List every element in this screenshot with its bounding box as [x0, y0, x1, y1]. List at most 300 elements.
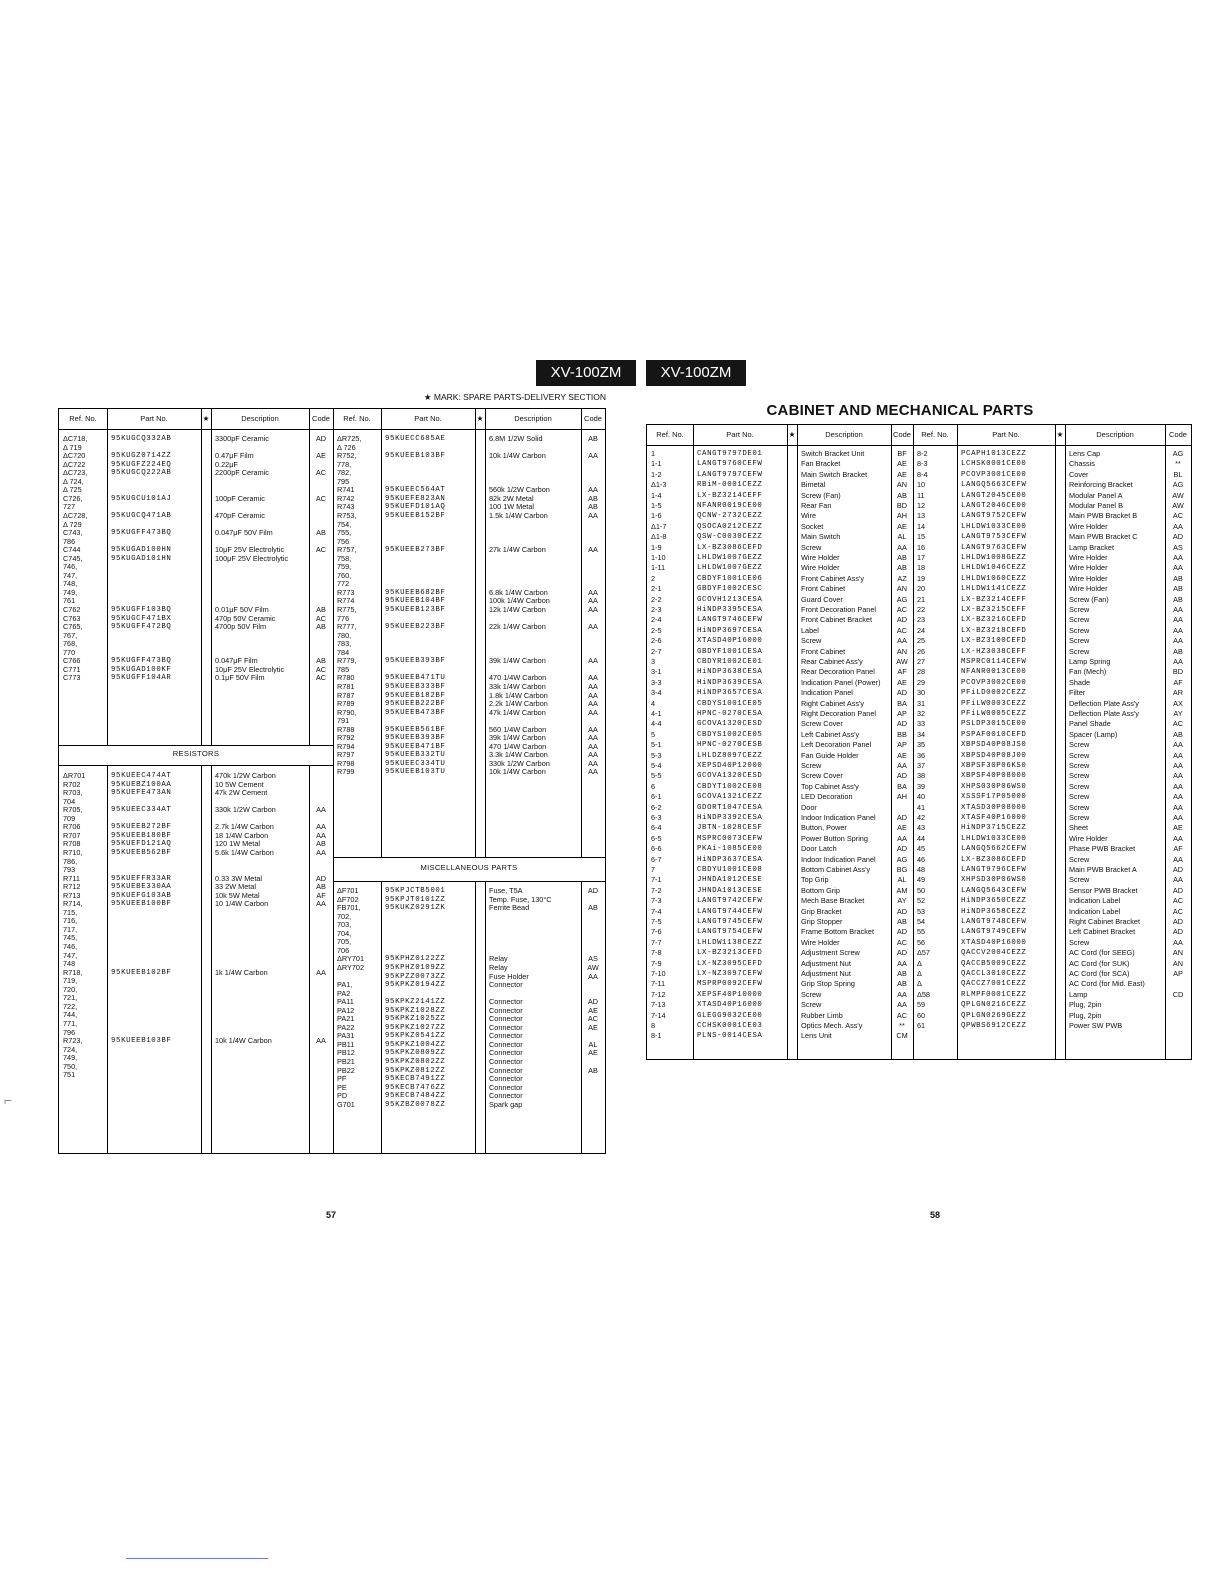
cabinet-part-row-part-no: QCNW-2732CEZZ — [697, 512, 763, 521]
cabinet-part-row-code: AA — [1173, 636, 1183, 646]
resistor-row-ref: R789 — [337, 699, 355, 709]
resistor-row-ref: 704 — [63, 796, 76, 806]
cabinet-part-row-ref: 37 — [917, 761, 926, 770]
cabinet-part-row-code: AS — [1173, 542, 1183, 552]
capacitor-row-description: 0.22μF — [215, 459, 238, 469]
cabinet-part-row-description: Reinforcing Bracket — [1069, 480, 1133, 490]
resistor-row-description: 33 2W Metal — [215, 882, 256, 892]
misc-row-ref: PB12 — [337, 1048, 355, 1058]
resistor-row-ref: 771, — [63, 1018, 78, 1028]
cabinet-part-row-part-no: HiNDP3637CESA — [697, 855, 763, 864]
cabinet-part-row-part-no: CCHSK0001CE03 — [697, 1022, 763, 1030]
misc-row-ref: ΔF702 — [337, 894, 359, 904]
cabinet-part-row-description: Main Switch — [801, 532, 841, 542]
resistor-row-ref: R780 — [337, 673, 355, 683]
cabinet-part-row-part-no: LANGT2046CE00 — [961, 502, 1027, 510]
resistor-row-part-no: 95KUEEB473BF — [385, 708, 446, 717]
misc-row-description: Connector — [489, 1014, 523, 1024]
resistor-row-ref: 784 — [337, 647, 350, 657]
capacitor-row-part-no: 95KUGFF103BQ — [111, 606, 172, 614]
cabinet-part-row-part-no: HiNDP3697CESA — [697, 626, 763, 635]
cabinet-part-row-part-no: PFiLW0003CEZZ — [961, 699, 1027, 708]
right-column-header-part: Part No. — [992, 430, 1020, 439]
cabinet-part-row-code: AD — [896, 719, 908, 729]
resistor-row-code: AB — [316, 839, 326, 849]
cabinet-part-row-code: AD — [1172, 927, 1184, 937]
cabinet-part-row-ref: 56 — [917, 937, 926, 947]
cabinet-part-row-ref: 49 — [917, 875, 926, 885]
capacitor-row-part-no: 95KUGFF473BQ — [111, 529, 172, 538]
cabinet-part-row-code: AN — [896, 646, 908, 656]
resistor-row-ref: 719, — [63, 976, 78, 986]
misc-row-description: Spark gap — [489, 1099, 523, 1109]
resistor-row-ref: R713 — [63, 890, 81, 900]
resistor-row-ref: 717, — [63, 924, 78, 934]
resistor-row-description: 1.5k 1/4W Carbon — [489, 510, 548, 520]
capacitor-row-ref: 768, — [63, 639, 78, 649]
cabinet-part-row-description: Screw — [1069, 636, 1090, 646]
misc-row-part-no: 95KPKZ0541ZZ — [385, 1032, 446, 1041]
cabinet-part-row-ref: 4-4 — [651, 719, 662, 729]
misc-row-ref: G701 — [337, 1099, 355, 1109]
capacitor-row-part-no: 95KUGCU101AJ — [111, 494, 172, 503]
cabinet-part-row-ref: 61 — [917, 1021, 926, 1030]
resistor-row-ref: 721, — [63, 993, 78, 1003]
cabinet-part-row-ref: 34 — [917, 729, 926, 739]
resistor-row-description: 5.6k 1/4W Carbon — [215, 847, 274, 857]
resistor-row-description: 10 1/4W Carbon — [215, 899, 269, 909]
cabinet-part-row-part-no: LHLDW1008GEZZ — [961, 554, 1027, 562]
cabinet-part-row-description: Screw — [1069, 771, 1090, 781]
capacitor-row-code: AC — [315, 673, 327, 683]
misc-section-rule-bottom — [333, 881, 605, 882]
misc-row-description: Connector — [489, 1065, 523, 1075]
cabinet-part-row-code: AB — [897, 917, 907, 926]
resistor-row-code: AA — [588, 485, 598, 495]
cabinet-part-row-description: Screw Cover — [801, 719, 843, 729]
cabinet-part-row-part-no: QPWBS6912CEZZ — [961, 1022, 1027, 1030]
cabinet-part-row-code: AB — [1173, 584, 1183, 594]
cabinet-part-row-code: AD — [896, 615, 908, 625]
cabinet-part-row-ref: 6-1 — [651, 792, 662, 802]
resistors-section-title: RESISTORS — [172, 749, 220, 758]
cabinet-part-row-description: Right Cabinet Ass'y — [801, 698, 865, 708]
resistor-row-part-no: 95KUEEB333BF — [385, 682, 446, 691]
cabinet-part-row-ref: 1-2 — [651, 469, 662, 479]
cabinet-part-row-part-no: MSPRC0114CEFW — [961, 658, 1027, 666]
misc-row-ref: PA2 — [337, 988, 351, 998]
cabinet-part-row-description: Front Cabinet Bracket — [801, 615, 872, 625]
cabinet-part-row-part-no: LX-BZ3100CEFD — [961, 637, 1027, 646]
column-header-ref: Ref. No. — [69, 414, 97, 423]
capacitor-row-code: AE — [316, 451, 326, 461]
cabinet-part-row-code: AY — [897, 896, 907, 906]
capacitor-row-part-no: 95KUGFZ224EQ — [111, 460, 172, 469]
cabinet-part-row-ref: 48 — [917, 865, 926, 874]
cabinet-part-row-code: AA — [897, 542, 907, 552]
cabinet-part-row-ref: 12 — [917, 501, 926, 510]
cabinet-part-row-part-no: QACCZ7001CEZZ — [961, 980, 1027, 989]
cabinet-part-row-description: Rubber Limb — [801, 1010, 843, 1020]
resistor-row-part-no: 95KUEEB393BF — [385, 734, 446, 743]
cabinet-part-row-code: ** — [899, 1021, 905, 1030]
resistor-row-part-no: 95KUEEC564AT — [385, 486, 446, 495]
resistor-row-ref: 749, — [63, 1053, 78, 1063]
cabinet-part-row-ref: 29 — [917, 677, 926, 687]
cabinet-part-row-part-no: LHLDW1138CEZZ — [697, 938, 763, 947]
column-header-part: Part No. — [140, 414, 168, 423]
cabinet-part-row-description: Indication Panel — [801, 688, 853, 698]
resistor-row-ref: 780, — [337, 630, 352, 640]
resistor-row-description: 47k 2W Cement — [215, 788, 268, 798]
resistor-row-ref: 778, — [337, 459, 352, 469]
cabinet-part-row-part-no: HiNDP3392CESA — [697, 814, 763, 822]
cabinet-part-row-description: Screw — [1069, 625, 1090, 635]
misc-row-code: AE — [588, 1022, 598, 1032]
cabinet-part-row-code: BL — [1173, 469, 1183, 479]
cabinet-part-row-description: Wire — [801, 511, 816, 521]
resistor-row-description: 560k 1/2W Carbon — [489, 485, 550, 495]
cabinet-part-row-code: AR — [1172, 688, 1184, 698]
resistor-row-description: 10k 1/4W Carbon — [489, 451, 546, 461]
cabinet-part-row-part-no: CBDYS1001CE05 — [697, 699, 763, 708]
cabinet-part-row-part-no: PCOVP3002CE00 — [961, 678, 1027, 687]
cabinet-part-row-ref: 8-2 — [917, 449, 928, 458]
resistor-row-description: 6.8k 1/4W Carbon — [489, 587, 548, 597]
cabinet-part-row-description: Grip Stopper — [801, 917, 843, 926]
resistor-row-ref: R797 — [337, 750, 355, 760]
column-rule — [475, 881, 476, 1153]
cabinet-part-row-part-no: HiNDP3650CEZZ — [961, 897, 1027, 906]
cabinet-part-row-ref: 3-4 — [651, 688, 662, 698]
column-rule — [957, 425, 958, 1059]
cabinet-part-row-description: Shade — [1069, 677, 1091, 687]
cabinet-part-row-code: AH — [896, 792, 908, 802]
misc-row-ref: PB22 — [337, 1065, 355, 1075]
misc-row-part-no: 95KPKZ1027ZZ — [385, 1023, 446, 1032]
column-rule — [381, 409, 382, 857]
cabinet-part-row-description: Indication Label — [1069, 906, 1121, 916]
cabinet-part-row-code: BA — [897, 781, 907, 791]
cabinet-part-row-description: LED Decoration — [801, 792, 853, 802]
resistor-row-part-no: 95KUEEB682BF — [385, 588, 446, 597]
misc-row-description: Connector — [489, 1074, 523, 1084]
cabinet-part-row-ref: 6-4 — [651, 823, 662, 833]
cabinet-part-row-ref: 7-10 — [651, 969, 666, 978]
resistor-row-ref: R705, — [63, 805, 83, 815]
cabinet-part-row-description: Screw — [801, 989, 822, 999]
cabinet-part-row-code: AD — [1172, 917, 1184, 926]
cabinet-part-row-code: AA — [1173, 553, 1183, 562]
cabinet-part-row-part-no: LX-NZ3097CEFW — [697, 970, 763, 978]
cabinet-part-row-description: Screw — [1069, 937, 1090, 947]
cabinet-part-row-description: Panel Shade — [1069, 719, 1111, 729]
cabinet-part-row-code: AD — [896, 927, 908, 937]
cabinet-part-row-ref: 3-1 — [651, 667, 662, 677]
cabinet-part-row-code: AL — [897, 875, 907, 885]
resistor-row-ref: 793 — [63, 865, 76, 875]
resistor-row-code: AB — [316, 882, 326, 892]
cabinet-part-row-code: AN — [1172, 958, 1184, 968]
misc-row-description: Connector — [489, 1039, 523, 1049]
resistor-row-part-no: 95KUEEB182BF — [385, 691, 446, 700]
resistor-row-code: AA — [588, 750, 598, 760]
resistor-row-ref: R707 — [63, 830, 81, 840]
cabinet-part-row-code: AA — [1173, 937, 1183, 947]
cabinet-part-row-description: Main PWB Bracket C — [1069, 532, 1138, 542]
capacitor-row-ref: C763 — [63, 613, 81, 623]
resistor-row-part-no: 95KUEEB102BF — [111, 968, 172, 977]
cabinet-part-row-part-no: LANGT9746CEFW — [697, 616, 763, 625]
capacitor-row-part-no: 95KUGFF473BQ — [111, 657, 172, 666]
cabinet-part-row-code: BD — [1172, 667, 1184, 677]
capacitor-row-ref: Δ 725 — [63, 485, 82, 495]
resistor-row-description: 10k 1/4W Carbon — [489, 767, 546, 777]
cabinet-part-row-ref: 1-6 — [651, 511, 662, 521]
cabinet-part-row-code: AC — [896, 625, 908, 635]
cabinet-part-row-code: AW — [896, 657, 908, 666]
capacitor-row-part-no: 95KUGCQ471AB — [111, 511, 172, 520]
cabinet-part-row-code: AW — [1172, 501, 1184, 510]
cabinet-part-row-ref: 16 — [917, 542, 926, 552]
capacitor-row-ref: Δ 719 — [63, 442, 82, 452]
cabinet-part-row-part-no: XEPSD40P12000 — [697, 762, 763, 770]
cabinet-part-row-code: AB — [897, 553, 907, 562]
cabinet-part-row-ref: 15 — [917, 532, 926, 542]
cabinet-part-row-description: Deflection Plate Ass'y — [1069, 698, 1139, 708]
cabinet-part-row-description: Sheet — [1069, 823, 1089, 833]
cabinet-part-row-part-no: LCHSK0001CE00 — [961, 460, 1027, 469]
capacitor-row-part-no: 95KUGAD101HN — [111, 554, 172, 563]
cabinet-part-row-part-no: XBPSF40P08000 — [961, 772, 1027, 781]
cabinet-part-row-code: AE — [897, 521, 907, 531]
resistor-row-ref: R757, — [337, 545, 357, 555]
cabinet-part-row-description: Modular Panel B — [1069, 501, 1123, 510]
cabinet-part-row-description: Wire Holder — [1069, 573, 1108, 583]
cabinet-part-row-description: Spacer (Lamp) — [1069, 729, 1118, 739]
capacitor-row-ref: 747, — [63, 570, 78, 580]
cabinet-part-row-ref: 38 — [917, 771, 926, 781]
capacitor-row-description: 0.47μF Film — [215, 451, 254, 461]
cabinet-part-row-ref: Δ1-8 — [651, 532, 667, 542]
cabinet-part-row-ref: 6-7 — [651, 854, 662, 864]
cabinet-part-row-ref: 55 — [917, 927, 926, 937]
cabinet-part-row-code: AP — [1173, 969, 1183, 978]
resistor-row-ref: R788 — [337, 724, 355, 734]
cabinet-part-row-ref: 7-1 — [651, 875, 662, 885]
page57-parts-table — [58, 408, 606, 1154]
resistor-row-ref: R753, — [337, 510, 357, 520]
resistor-row-description: 3.3k 1/4W Carbon — [489, 750, 548, 760]
cabinet-part-row-part-no: XTASD30P08000 — [961, 803, 1027, 812]
misc-row-part-no: 95KPKZ1025ZZ — [385, 1015, 446, 1024]
cabinet-part-row-part-no: MSPRP0092CEFW — [697, 980, 763, 989]
resistor-row-code: AA — [588, 724, 598, 734]
cabinet-part-row-part-no: XSSSF17P05000 — [961, 793, 1027, 802]
cabinet-part-row-description: Cover — [1069, 469, 1089, 479]
cabinet-part-row-part-no: LHLDW1141CEZZ — [961, 585, 1027, 594]
misc-row-description: Relay — [489, 962, 508, 972]
cabinet-part-row-part-no: XBPSD40P08J00 — [961, 751, 1027, 760]
capacitor-row-ref: ΔC722 — [63, 459, 86, 469]
cabinet-part-row-description: Sensor PWB Bracket — [1069, 885, 1138, 895]
cabinet-part-row-ref: 2-7 — [651, 646, 662, 656]
resistor-row-ref: R710, — [63, 847, 83, 857]
cabinet-part-row-code: AA — [1173, 657, 1183, 666]
cabinet-part-row-code: AE — [897, 459, 907, 469]
cabinet-part-row-description: Wire Holder — [1069, 833, 1108, 843]
misc-row-part-no: 95KPKZ0809ZZ — [385, 1049, 446, 1058]
column-rule — [787, 425, 788, 1059]
capacitor-row-description: 0.01μF 50V Film — [215, 605, 269, 614]
cabinet-part-row-description: Right Decoration Panel — [801, 709, 877, 718]
capacitor-row-part-no: 95KUGFF472BQ — [111, 623, 172, 632]
right-column-header-part: Part No. — [414, 414, 442, 423]
capacitor-row-code: AC — [315, 545, 327, 555]
capacitor-row-ref: C743, — [63, 528, 83, 538]
resistor-row-ref: R723, — [63, 1036, 83, 1046]
resistor-row-ref: R794 — [337, 741, 355, 751]
misc-row-part-no: 95KZBZ0078ZZ — [385, 1100, 446, 1109]
cabinet-part-row-part-no: LX-BZ3086CEFD — [697, 543, 763, 552]
cabinet-part-row-part-no: CBDYU1001CE08 — [697, 866, 763, 874]
cabinet-part-row-ref: 32 — [917, 709, 926, 718]
capacitor-row-ref: ΔC723, — [63, 468, 88, 478]
resistor-row-description: 120 1W Metal — [215, 839, 261, 849]
misc-row-ref: PA21 — [337, 1014, 355, 1024]
cabinet-part-row-code: AB — [1173, 729, 1183, 739]
cabinet-part-row-code: AA — [1173, 605, 1183, 614]
resistor-row-ref: 782, — [337, 468, 352, 478]
misc-row-code: AA — [588, 971, 598, 981]
header-rule — [59, 429, 605, 430]
cabinet-part-row-code: CD — [1172, 989, 1184, 999]
cabinet-part-row-description: Grip Stop Spring — [801, 979, 855, 989]
cabinet-part-row-description: Modular Panel A — [1069, 490, 1123, 500]
cabinet-part-row-ref: 2-5 — [651, 625, 662, 635]
cabinet-part-row-code: AB — [897, 979, 907, 989]
cabinet-part-row-ref: 10 — [917, 480, 926, 490]
right-column-header-desc: Description — [1096, 430, 1134, 439]
cabinet-part-row-code: AC — [1172, 896, 1184, 906]
cabinet-part-row-code: AD — [896, 844, 908, 854]
misc-section-rule-top — [333, 857, 605, 858]
cabinet-part-row-description: Main Switch Bracket — [801, 469, 868, 479]
cabinet-part-row-code: BA — [897, 698, 907, 708]
cabinet-part-row-description: Screw — [801, 1000, 822, 1010]
column-rule — [581, 881, 582, 1153]
cabinet-part-row-part-no: LX-BZ3218CEFD — [961, 626, 1027, 635]
cabinet-part-row-ref: 6-3 — [651, 813, 662, 822]
cabinet-part-row-code: AF — [1173, 844, 1183, 854]
cabinet-part-row-part-no: QACCL3010CEZZ — [961, 970, 1027, 978]
cabinet-part-row-description: Adjustment Screw — [801, 948, 860, 958]
cabinet-part-row-ref: Δ1-7 — [651, 521, 667, 531]
cabinet-part-row-part-no: QSW-C0030CEZZ — [697, 533, 763, 542]
cabinet-part-row-description: AC Cord (for SEEG) — [1069, 948, 1135, 958]
cabinet-part-row-code: AC — [1172, 719, 1184, 729]
column-rule — [201, 765, 202, 1153]
cabinet-part-row-ref: 7-2 — [651, 885, 662, 895]
cabinet-part-row-description: Indication Panel (Power) — [801, 677, 881, 687]
cabinet-part-row-ref: 30 — [917, 688, 926, 698]
resistor-row-ref: 760, — [337, 570, 352, 580]
misc-row-description: Connector — [489, 997, 523, 1007]
cabinet-part-row-part-no: GCOVA1320CESD — [697, 720, 763, 729]
column-rule — [381, 881, 382, 1153]
cabinet-part-row-part-no: LANGT2045CE00 — [961, 491, 1027, 500]
column-header-desc: Description — [825, 430, 863, 439]
misc-row-description: Ferrite Bead — [489, 903, 530, 913]
resistor-row-ref: R708 — [63, 839, 81, 849]
cabinet-part-row-ref: 43 — [917, 823, 926, 833]
cabinet-part-row-description: Left Cabinet Ass'y — [801, 729, 860, 739]
resistor-row-ref: R711 — [63, 873, 80, 883]
resistor-row-ref: 791 — [337, 716, 350, 726]
cabinet-part-row-part-no: CBDYF1001CE06 — [697, 574, 763, 583]
column-header-star: ★ — [202, 414, 210, 423]
capacitor-row-ref: C726, — [63, 493, 83, 503]
capacitor-row-ref: C773 — [63, 673, 81, 683]
capacitor-row-part-no: 95KUGCQ332AB — [111, 435, 172, 443]
cabinet-part-row-part-no: HiNDP3639CESA — [697, 678, 763, 687]
cabinet-part-row-part-no: LANGT9742CEFW — [697, 897, 763, 906]
capacitor-row-description: 100μF 25V Electrolytic — [215, 553, 289, 563]
column-rule — [485, 881, 486, 1153]
cabinet-part-row-part-no: XEPSF40P10000 — [697, 990, 763, 999]
cabinet-part-row-ref: 11 — [917, 490, 925, 500]
column-rule — [797, 425, 798, 1059]
cabinet-part-row-ref: 2-3 — [651, 605, 662, 614]
cabinet-part-row-code: AD — [896, 813, 908, 822]
cabinet-part-row-code: AG — [1172, 480, 1184, 490]
resistor-row-ref: 720, — [63, 984, 78, 994]
resistor-row-ref: R798 — [337, 758, 355, 768]
cabinet-part-row-description: Power Button Spring — [801, 833, 868, 843]
resistor-row-code: AA — [588, 622, 598, 632]
misc-row-part-no: 95KPKZ0194ZZ — [385, 981, 446, 990]
resistor-row-description: 27k 1/4W Carbon — [489, 545, 546, 555]
resistor-row-ref: 747, — [63, 950, 78, 960]
cabinet-part-row-code: AA — [1173, 813, 1183, 822]
cabinet-part-row-code: AC — [1172, 906, 1184, 916]
cabinet-part-row-part-no: HPNC-0270CESB — [697, 741, 763, 750]
cabinet-part-row-code: AE — [1173, 823, 1183, 833]
cabinet-part-row-part-no: LHLDW1060CEZZ — [961, 574, 1027, 583]
cabinet-part-row-ref: 53 — [917, 906, 926, 916]
cabinet-part-row-code: AG — [896, 594, 908, 604]
capacitor-row-ref: ΔC718, — [63, 434, 88, 443]
column-rule — [201, 409, 202, 745]
capacitor-row-description: 470p 50V Ceramic — [215, 613, 276, 623]
cabinet-part-row-code: AA — [1173, 792, 1183, 802]
cabinet-part-row-code: BF — [897, 449, 907, 458]
cabinet-part-row-description: Screw — [1069, 761, 1090, 770]
cabinet-part-row-code: AE — [897, 750, 907, 760]
misc-row-ref: PA12 — [337, 1005, 355, 1015]
cabinet-part-row-part-no: JHNDA1013CESE — [697, 886, 763, 895]
resistor-row-code: AA — [588, 451, 598, 461]
capacitor-row-ref: 727 — [63, 502, 76, 512]
cabinet-part-row-description: Wire Holder — [1069, 584, 1108, 594]
misc-row-description: Connector — [489, 1048, 523, 1058]
cabinet-part-row-description: Rear Cabinet Ass'y — [801, 657, 863, 666]
cabinet-part-row-part-no: XHPS030P06WS0 — [961, 782, 1027, 791]
misc-row-code: AB — [588, 903, 598, 913]
cabinet-part-row-ref: 8 — [651, 1021, 656, 1030]
cabinet-part-row-part-no: QPLGN0216CEZZ — [961, 1001, 1027, 1010]
cabinet-part-row-ref: 39 — [917, 781, 926, 791]
